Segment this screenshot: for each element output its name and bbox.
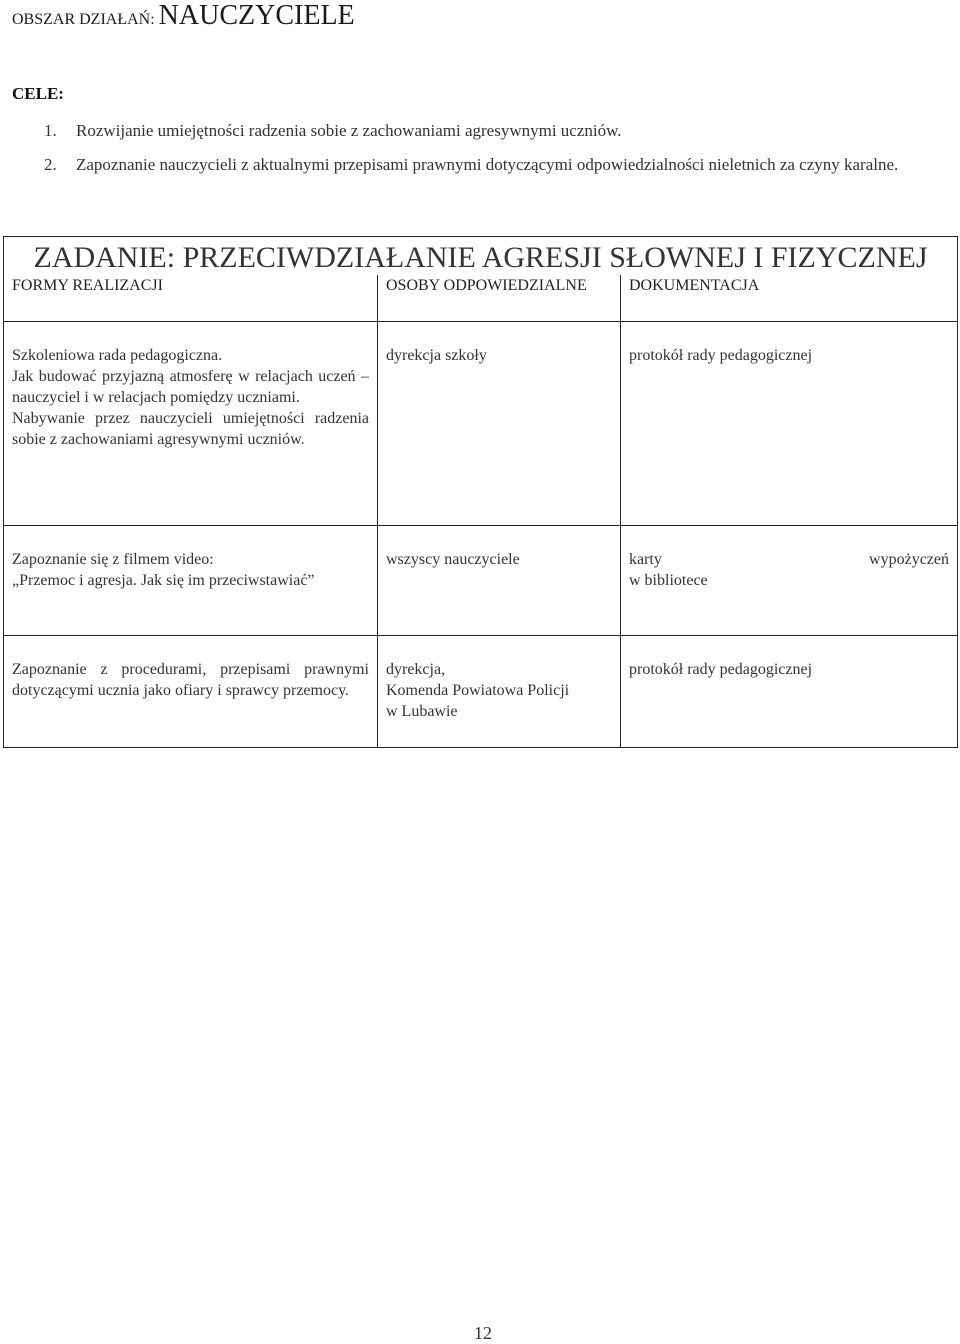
column-header-responsible: OSOBY ODPOWIEDZIALNE [378, 275, 621, 322]
goal-text: Rozwijanie umiejętności radzenia sobie z zachowaniami agresywnymi uczniów. [76, 121, 622, 140]
goals-list [44, 114, 944, 182]
cell-text: Szkoleniowa rada pedagogiczna. [12, 347, 223, 364]
cell-text: „Przemoc i agresja. Jak się im przeciwstawiać” [12, 572, 315, 589]
cell-text: dyrekcja szkoły [386, 347, 487, 364]
documentation-cell [621, 636, 958, 748]
cell-text: protokół rady pedagogicznej [629, 661, 813, 678]
cell-text: karty wypożyczeń [629, 551, 950, 568]
page-number: 12 [474, 1323, 492, 1343]
table-header-row [4, 275, 958, 322]
table-row [4, 526, 958, 636]
area-header-name: NAUCZYCIELE [158, 0, 355, 31]
goal-number: 1. [44, 121, 57, 140]
cell-text: Zapoznanie z procedurami, przepisami prawnymi dotyczącymi ucznia jako ofiary i sprawcy przemocy. [12, 661, 369, 699]
task-title: ZADANIE: PRZECIWDZIAŁANIE AGRESJI SŁOWNEJ I FIZYCZNEJ [4, 237, 958, 276]
responsible-cell [378, 526, 621, 636]
cell-text: Jak budować przyjazną atmosferę w relacjach uczeń – nauczyciel i w relacjach pomiędzy uczniami. [12, 368, 369, 406]
task-title-row [4, 237, 958, 276]
documentation-cell [621, 526, 958, 636]
forms-cell [4, 322, 378, 526]
goal-item [44, 148, 944, 182]
goals-label: CELE: [12, 84, 64, 103]
column-header-forms: FORMY REALIZACJI [4, 275, 378, 322]
responsible-cell [378, 636, 621, 748]
table-row [4, 636, 958, 748]
table-row [4, 322, 958, 526]
goal-number: 2. [44, 155, 57, 174]
cell-text: w bibliotece [629, 572, 708, 589]
documentation-cell [621, 322, 958, 526]
cell-text: Komenda Powiatowa Policji [386, 682, 570, 699]
cell-text: Nabywanie przez nauczycieli umiejętności radzenia sobie z zachowaniami agresywnymi uczniów. [12, 410, 369, 448]
area-header [12, 0, 355, 32]
area-header-prefix: OBSZAR DZIAŁAŃ: [12, 11, 155, 28]
goal-item [44, 114, 944, 148]
cell-text: w Lubawie [386, 703, 458, 720]
cell-text: wszyscy nauczyciele [386, 551, 520, 568]
cell-text: dyrekcja, [386, 661, 446, 678]
cell-text: Zapoznanie się z filmem video: [12, 551, 214, 568]
column-header-documentation: DOKUMENTACJA [621, 275, 958, 322]
cell-text: protokół rady pedagogicznej [629, 347, 813, 364]
task-table [3, 236, 958, 748]
responsible-cell [378, 322, 621, 526]
forms-cell [4, 636, 378, 748]
forms-cell [4, 526, 378, 636]
goal-text: Zapoznanie nauczycieli z aktualnymi przepisami prawnymi dotyczącymi odpowiedzialności nieletnich za czyny karalne. [76, 155, 899, 174]
